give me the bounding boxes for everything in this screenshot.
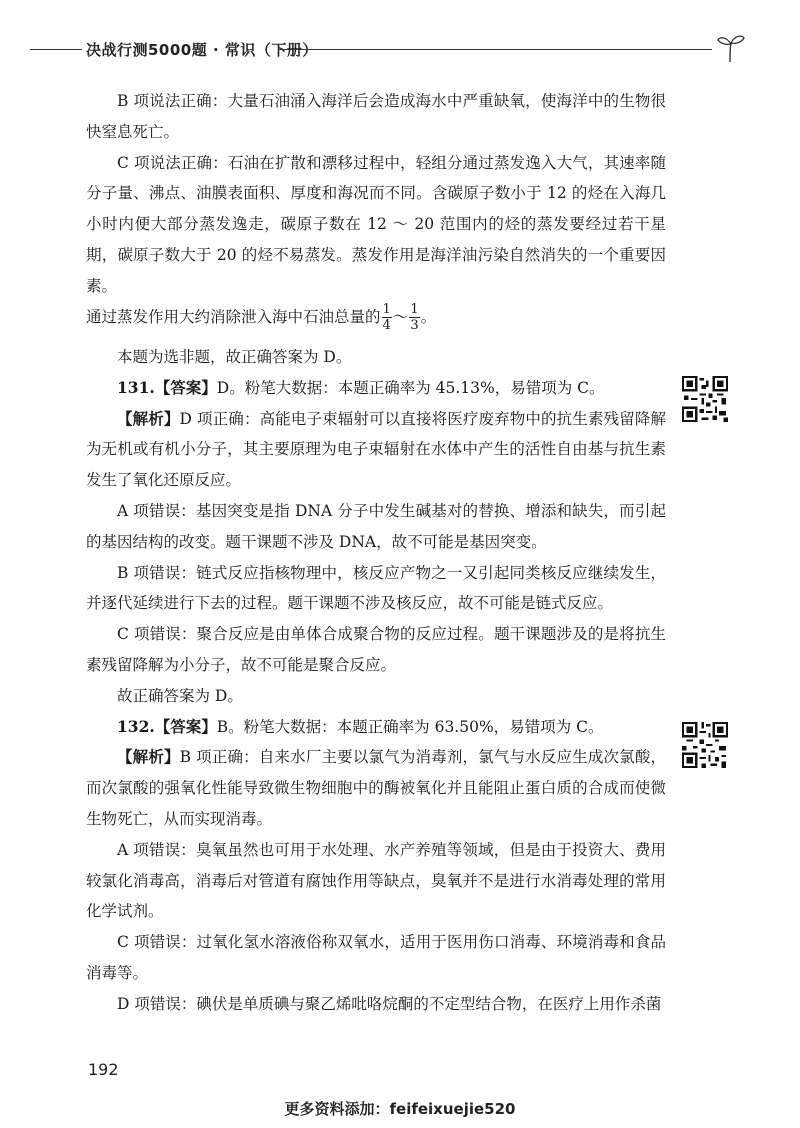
paragraph: B 项说法正确：大量石油涌入海洋后会造成海水中严重缺氧，使海洋中的生物很快窒息死亡。 <box>86 92 666 141</box>
analysis-131: 【解析】D 项正确：高能电子束辐射可以直接将医疗废弃物中的抗生素残留降解为无机或有机小分子，其主要原理为电子束辐射在水体中产生的活性自由基与抗生素发生了氧化还原反应。 <box>86 408 666 490</box>
book-title: 决战行测5000题 · 常识（下册） <box>86 41 318 59</box>
answer-131: 131.【答案】D。粉笔大数据：本题正确率为 45.13%，易错项为 C。 <box>117 377 605 397</box>
qr-code-icon[interactable] <box>682 376 728 422</box>
paragraph: A 项错误：基因突变是指 DNA 分子中发生碱基对的替换、增添和缺失，而引起的基因结构的改变。题干课题不涉及 DNA，故不可能是基因突变。 <box>86 502 666 551</box>
fraction-one-quarter: $\frac{1}{4}$ <box>382 302 391 334</box>
fraction-one-third: $\frac{1}{3}$ <box>410 302 419 334</box>
paragraph: 本题为选非题，故正确答案为 D。 <box>117 348 352 367</box>
analysis-132: 【解析】B 项正确：自来水厂主要以氯气为消毒剂，氯气与水反应生成次氯酸，而次氯酸的强氧化性能导致微生物细胞中的酶被氧化并且能阻止蛋白质的合成而使微生物死亡，从而实现消毒。 <box>86 747 666 829</box>
answer-132: 132.【答案】B。粉笔大数据：本题正确率为 63.50%，易错项为 C。 <box>117 716 604 736</box>
qr-code-icon[interactable] <box>682 722 728 768</box>
running-header <box>30 36 730 60</box>
paragraph: C 项错误：过氧化氢水溶液俗称双氧水，适用于医用伤口消毒、环境消毒和食品消毒等。 <box>86 933 666 983</box>
header-rule-left <box>30 49 82 50</box>
paragraph: C 项说法正确：石油在扩散和漂移过程中，轻组分通过蒸发逸入大气，其速率随分子量、沸点、油膜表面积、厚度和海况而不同。含碳原子数小于 12 的烃在入海几小时内便大部分蒸发逸走，碳原子数在 12 ～ 20 范围内的烃的蒸发要经过若干星期，碳原子数大于 20 的烃不易蒸发。蒸发作用是海洋油污染自然消失的一个重要因素。 <box>86 153 666 295</box>
paragraph: D 项错误：碘伏是单质碘与聚乙烯吡咯烷酮的不定型结合物，在医疗上用作杀菌 <box>117 994 662 1013</box>
page-body <box>86 86 666 1020</box>
fraction-paragraph: 通过蒸发作用大约消除泄入海中石油总量的 $\frac{1}{4}$ ～ $\frac{1}{3}$ 。 <box>86 302 437 334</box>
paragraph: B 项错误：链式反应指核物理中，核反应产物之一又引起同类核反应继续发生，并逐代延续进行下去的过程。题干课题不涉及核反应，故不可能是链式反应。 <box>86 563 666 613</box>
paragraph: 故正确答案为 D。 <box>117 686 243 705</box>
sprout-icon <box>716 32 746 64</box>
header-rule-right <box>278 49 712 50</box>
footer-promo: 更多资料添加：feifeixuejie520 <box>284 1100 516 1118</box>
paragraph: A 项错误：臭氧虽然也可用于水处理、水产养殖等领域，但是由于投资大、费用较氯化消毒高，消毒后对管道有腐蚀作用等缺点，臭氧并不是进行水消毒处理的常用化学试剂。 <box>86 840 666 921</box>
paragraph: C 项错误：聚合反应是由单体合成聚合物的反应过程。题干课题涉及的是将抗生素残留降解为小分子，故不可能是聚合反应。 <box>86 625 666 675</box>
page-number: 192 <box>88 1060 119 1079</box>
